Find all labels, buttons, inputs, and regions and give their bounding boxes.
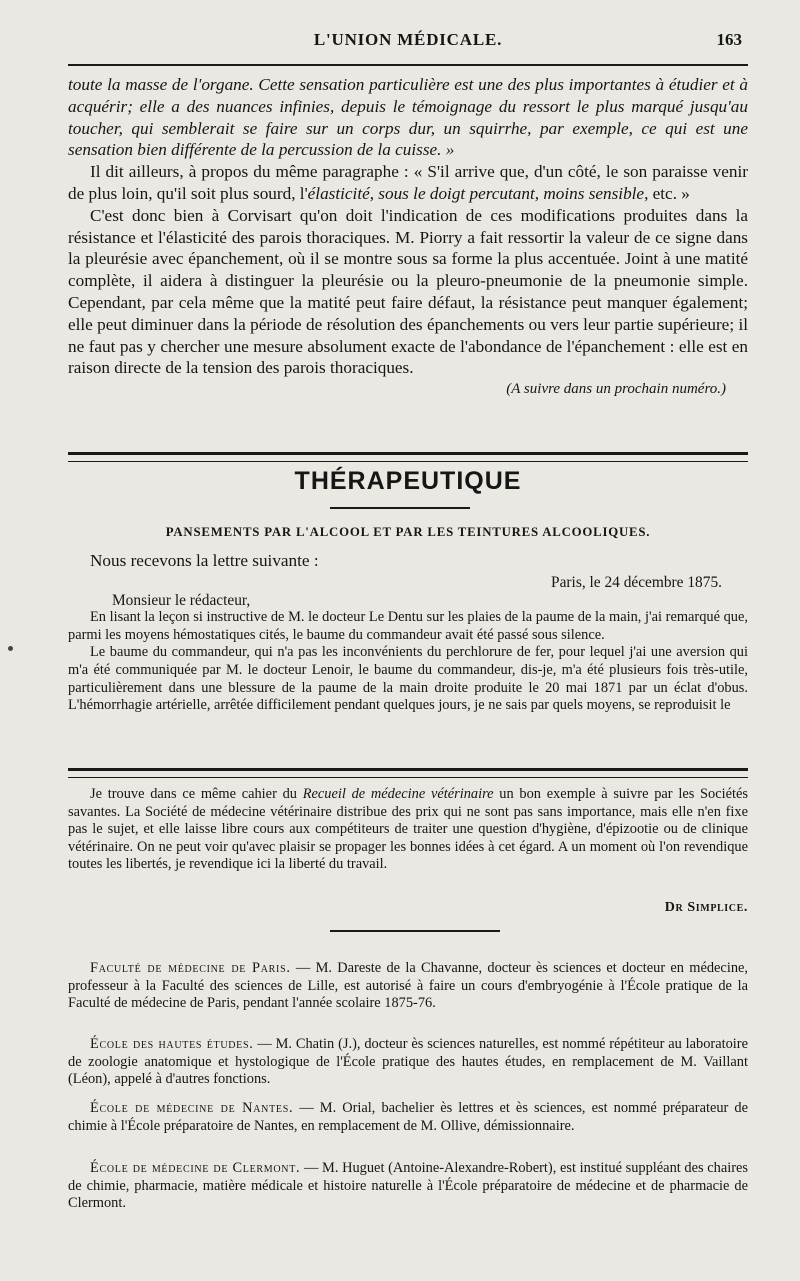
letter-paragraph: Le baume du commandeur, qui n'a pas les inconvénients du perchlorure de fer, pour lequel j'ai une aversion qui m'a été communiquée par M. le docteur Lenoir, le baume du commandeur, dis-je, m'a été plusieurs fois très-utile, particulièrement dans une blessure de la paume de la main droite produite le 20 mai 1871 par un éclat d'obus. L'hémorrhagie artérielle, arrêtée difficilement pendant quelques jours, je ne sais par quels moyens, se reproduisit le [68, 644, 748, 714]
news-label: École des hautes études. [90, 1036, 254, 1052]
news-label: École de médecine de Clermont. [90, 1160, 301, 1176]
letter-salutation: Monsieur le rédacteur, [112, 591, 251, 609]
page-header [68, 30, 748, 54]
section-title: THÉRAPEUTIQUE [294, 467, 522, 495]
margin-ink-spot [8, 646, 13, 651]
letter-paragraph: En lisant la leçon si instructive de M. le docteur Le Dentu sur les plaies de la paume de la main, j'ai remarqué que, parmi les moyens hémostatiques cités, le baume du commandeur avait été passé sous silence. [68, 609, 748, 643]
article-paragraph: C'est donc bien à Corvisart qu'on doit l'indication de ces modifications produites dans la résistance et l'élasticité des parois thoraciques. M. Piorry a fait ressortir la valeur de ce signe dans la pleurésie avec épanchement, où il se montre sous sa forme la plus accentuée. Joint à une matité complète, il aidera à distinguer la pleurésie ou la pleuro-pneumonie de la pneumonie simple. Cependant, par cela même que la matité peut faire défaut, la résistance peut manquer également; elle peut diminuer dans la période de résolution des épanchements ou vers leur partie supérieure; il ne faut pas y chercher une mesure absolument exacte de l'abondance de l'épanchement : elle est en raison directe de la tension des parois thoraciques. [68, 205, 748, 378]
to-be-continued-note: (A suivre dans un prochain numéro.) [506, 381, 726, 398]
news-item: Faculté de médecine de Paris. — M. Dareste de la Chavanne, docteur ès sciences et docteur en médecine, professeur à la Faculté des sciences de Lille, est autorisé à faire un cours d'embryogénie à l'École pratique de la Faculté de médecine de Paris, pendant l'année scolaire 1875-76. [68, 960, 748, 1012]
news-divider [330, 930, 500, 932]
title-underline [330, 507, 470, 509]
section-divider [68, 452, 748, 462]
page-number: 163 [716, 30, 742, 49]
letter-body [68, 574, 748, 715]
news-item: École des hautes études. — M. Chatin (J.), docteur ès sciences naturelles, est nommé répétiteur au laboratoire de zoologie anatomique et hystologique de l'École pratique des hautes études, en remplacement de M. Vaillant (Léon), appelé à d'autres fonctions. [68, 1036, 748, 1088]
article-title: PANSEMENTS PAR L'ALCOOL ET PAR LES TEINTURES ALCOOLIQUES. [165, 525, 651, 539]
quoted-passage: toute la masse de l'organe. Cette sensation particulière est une des plus importantes à étudier et à acquérir; elle a des nuances infinies, depuis le témoignage du ressort le plus marqué jusqu'au toucher, qui semblerait se faire sur un corps dur, un squirrhe, par exemple, ce qui est une sensation bien différente de la percussion de la cuisse. » [68, 75, 748, 160]
news-item: École de médecine de Nantes. — M. Orial, bachelier ès lettres et ès sciences, est nommé préparateur de chimie à l'École préparatoire de Nantes, en remplacement de M. Ollive, démissionnaire. [68, 1100, 748, 1134]
news-label: École de médecine de Nantes. [90, 1100, 294, 1116]
news-label: Faculté de médecine de Paris. [90, 960, 291, 976]
news-item: École de médecine de Clermont. — M. Huguet (Antoine-Alexandre-Robert), est institué suppléant des chaires de chimie, pharmacie, matière médicale et histoire naturelle à l'École préparatoire de médecine et de pharmacie de Clermont. [68, 1160, 748, 1212]
letter-intro: Nous recevons la lettre suivante : [90, 551, 319, 570]
letter-intro-block [68, 550, 748, 572]
author-signature: Dr Simplice. [664, 900, 748, 915]
article-paragraph: Il dit ailleurs, à propos du même paragraphe : « S'il arrive que, d'un côté, le son paraisse venir de plus loin, qu'il soit plus sourd, l'élasticité, sous le doigt percutant, moins sensible, etc. » [68, 162, 748, 203]
header-rule [68, 64, 748, 66]
feuilleton-divider [68, 768, 748, 778]
continued-article [68, 74, 748, 401]
feuilleton-block [68, 786, 748, 874]
running-title: L'UNION MÉDICALE. [313, 30, 503, 49]
feuilleton-paragraph: Je trouve dans ce même cahier du Recueil de médecine vétérinaire un bon exemple à suivre par les Sociétés savantes. La Société de médecine vétérinaire distribue des prix qui ne sont pas sans importance, mais elle n'en fixe pas le sujet, et elle laisse libre cours aux compétiteurs de traiter une question d'hygiène, d'épizootie ou de clinique vétérinaire. On ne peut voir qu'avec plaisir se propager les bonnes idées à cet égard. A un moment où l'on revendique toutes les libertés, je revendique ici la liberté du travail. [68, 786, 748, 873]
letter-dateline: Paris, le 24 décembre 1875. [551, 574, 722, 591]
